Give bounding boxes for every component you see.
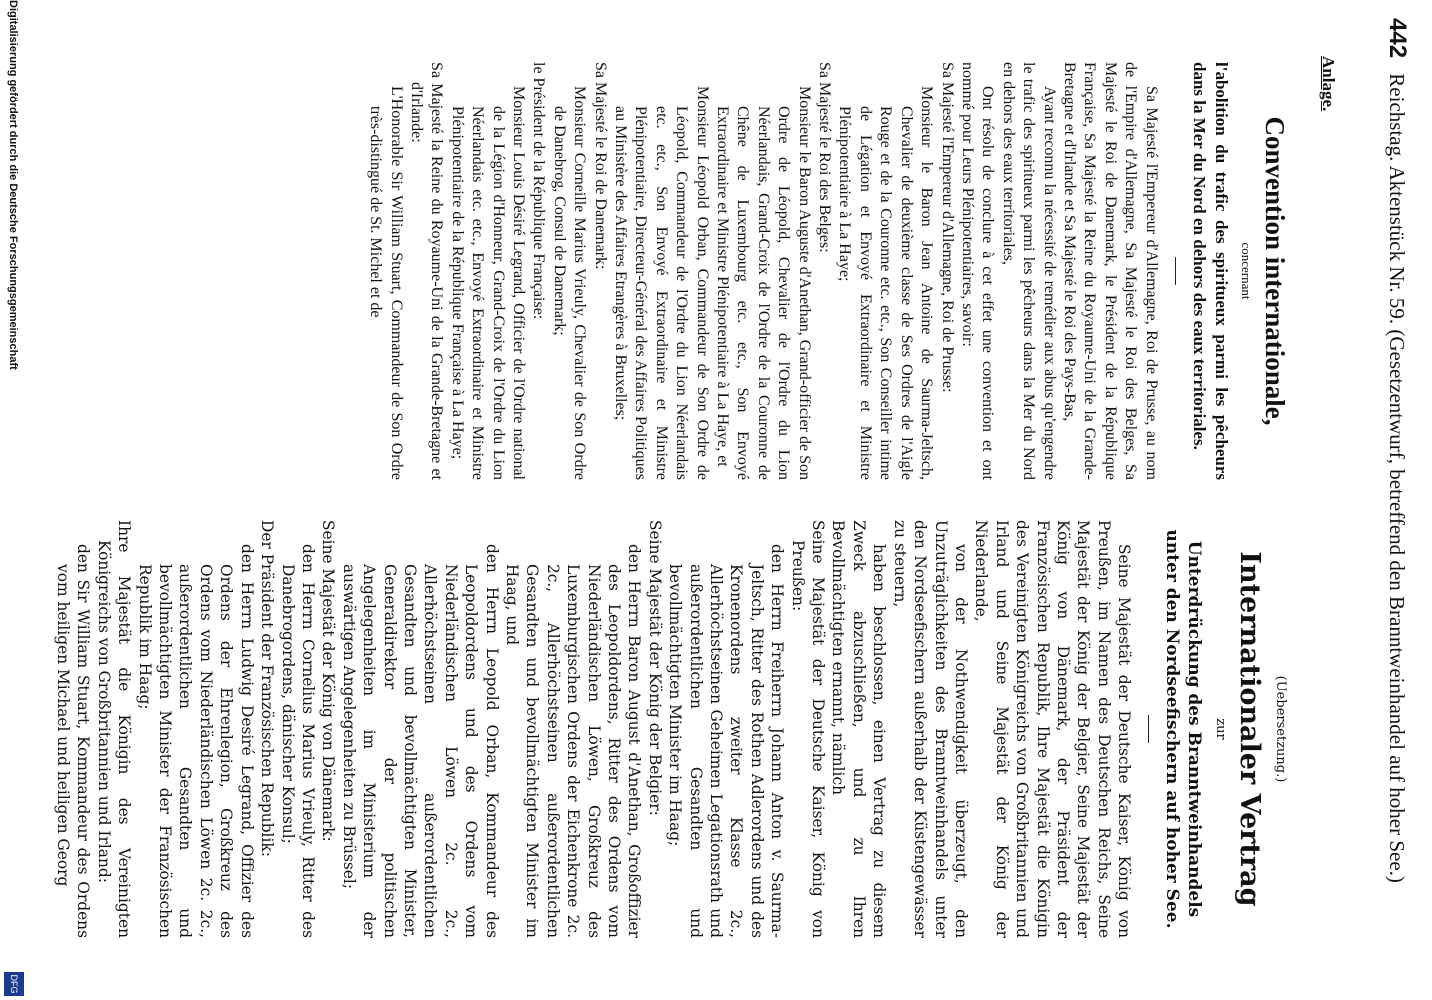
french-concernant: concernant xyxy=(1239,242,1254,300)
french-delegate: Monsieur Léopold Orban, Commandeur de Son Ordre de Léopold, Commandeur de l'Ordre du Lion Néerlandais etc. etc., Son Envoyé Extraordinaire et Ministre Plénipotentiaire, Directeur-Général des Affaires Politiques au Ministère des Affaires Etrangères à Bruxelles; xyxy=(612,86,711,480)
german-delegate: den Sir William Stuart, Kommandeur des Ordens vom heiligen Michael und heiligen Georg xyxy=(54,544,93,938)
german-party: Ihre Majestät die Königin des Vereinigten Königreichs von Großbritannien und Irland: xyxy=(94,520,134,938)
french-delegate: Monsieur le Baron Auguste d'Anethan, Grand-officier de Son Ordre de Léopold, Chevalier de l'Ordre du Lion Néerlandais, Grand-Croix de l'Ordre de la Couronne de Chêne de Luxembourg etc. etc., Son Envoyé Extraordinaire et Ministre Plénipotentiaire à La Haye, et xyxy=(714,86,813,480)
german-column xyxy=(53,520,1292,938)
german-subtitle: Unterdrückung des Branntweinhandels unter den Nordseefischern auf hoher See. xyxy=(1162,529,1205,929)
divider xyxy=(1175,257,1176,285)
german-party: Der Präsident der Französischen Republik: xyxy=(258,520,277,857)
german-paragraph: Seine Majestät der Deutsche Kaiser, König von Preußen, im Namen des Deutschen Reichs, Seine Majestät der König der Belgier, Seine Majestät der König von Dänemark, der Präsident der Französischen Republik, Ihre Majestät die Königin des Vereinigten Königreichs von Großbritannien und Irland und Seine Majestät der König der Niederlande, xyxy=(972,520,1134,938)
french-delegate: Monsieur Corneille Marius Vrieuly, Chevalier de Son Ordre de Danebrog, Consul de Danemark; xyxy=(550,86,589,480)
page-number: 442 xyxy=(1384,18,1411,59)
french-party: Sa Majesté l'Empereur d'Allemagne, Roi de Prusse: xyxy=(938,62,956,393)
german-title: Internationaler Vertrag xyxy=(1233,551,1265,907)
divider xyxy=(1148,715,1149,743)
digitization-credit xyxy=(0,0,26,1000)
credit-text: Digitalisierung gefördert durch die Deutsche Forschungsgemeinschaft xyxy=(7,0,19,370)
german-delegate: den Herrn Freiherrn Johann Anton v. Saurma-Jeltsch, Ritter des Rothen Adlerordens und des Kronenordens zweiter Klasse 2c., Allerhöchstseinen Geheimen Legationsrath und außerordentlichen Gesandten und bevollmächtigten Minister im Haag; xyxy=(666,544,787,938)
french-delegate: Monsieur Louis Désiré Legrand, Officier de l'Ordre national de la Légion d'Honneur, Grand-Croix de l'Ordre du Lion Néerlandais etc. etc., Envoyé Extraordinaire et Ministre Plénipotentiaire de la République Française à La Haye; xyxy=(448,86,527,480)
german-delegate: den Herrn Cornelius Marius Vrieuly, Ritter des Danebrogordens, dänischer Konsul; xyxy=(278,544,317,938)
german-delegate: den Herrn Leopold Orban, Kommandeur des Leopoldordens und des Ordens vom Niederländischen Löwen 2c. 2c., Allerhöchstseinen außerordentlichen Gesandten und bevollmächtigten Minister, Generaldirektor der politischen Angelegenheiten im Ministerium der auswärtigen Angelegenheiten zu Brüssel; xyxy=(339,544,501,938)
annex-label: Anlage. xyxy=(1319,56,1338,112)
german-paragraph: haben beschlossen, einen Vertrag zu diesem Zweck abzuschließen, und zu Ihren Bevollmächtigten ernannt, nämlich xyxy=(829,520,889,938)
german-delegate: den Herrn Ludwig Desiré Legrand, Offizier des Ordens der Ehrenlegion, Großkreuz des Ordens vom Niederländischen Löwen 2c. 2c., außerordentlichen Gesandten und bevollmächtigten Minister der Französischen Republik im Haag; xyxy=(135,544,256,938)
page-header xyxy=(1380,18,1414,998)
german-party: Seine Majestät der Deutsche Kaiser, König von Preußen: xyxy=(788,520,828,938)
german-party: Seine Majestät der König der Belgier: xyxy=(645,520,664,816)
french-delegate: Monsieur le Baron Jean Antoine de Saurma-Jeltsch, Chevalier de deuxième classe de Ses Ordres de l'Aigle Rouge et de la Couronne etc. etc., Son Conseiller intime de Légation et Envoyé Extraordinaire et Ministre Plénipotentiaire à La Haye; xyxy=(836,86,936,480)
french-column xyxy=(365,62,1292,480)
french-party: Sa Majesté le Roi des Belges: xyxy=(816,62,834,253)
dfg-logo: DFG xyxy=(4,972,24,996)
german-zur: zur xyxy=(1212,718,1228,740)
french-subtitle: l'abolition du trafic des spiritueux parmi les pêcheurs dans la Mer du Nord en dehors des eaux territoriales. xyxy=(1189,62,1231,480)
french-paragraph: Ayant reconnu la nécessité de remédier aux abus qu'engendre le trafic des spiritueux parmi les pêcheurs dans la Mer du Nord en dehors des eaux territoriales, xyxy=(999,62,1058,480)
german-paragraph: von der Nothwendigkeit überzeugt, den Unzuträglichkeiten des Branntweinhandels unter den Nordseefischern außerhalb der Küstengewässer zu steuern, xyxy=(890,520,970,938)
french-delegate: L'Honorable Sir William Stuart, Commandeur de Son Ordre très-distingué de St. Michel et de xyxy=(367,86,405,480)
french-paragraph: Ont résolu de conclure à cet effet une convention et ont nommé pour Leurs Plénipotentiaires, savoir: xyxy=(958,62,997,480)
french-title: Convention internationale, xyxy=(1260,116,1290,426)
french-party: Sa Majesté le Roi de Danemark: xyxy=(591,62,609,270)
running-title: Reichstag. Aktenstück Nr. 59. (Gesetzentwurf, betreffend den Branntweinhandel auf hoher See.) xyxy=(1385,73,1409,883)
french-paragraph: Sa Majesté l'Empereur d'Allemagne, Roi de Prusse, au nom de l'Empire d'Allemagne, Sa Majesté le Roi des Belges, Sa Majesté le Roi de Danemark, le Président de la République Française, Sa Majesté la Reine du Royaume-Uni de la Grande-Bretagne et d'Irlande et Sa Majesté le Roi des Pays-Bas, xyxy=(1060,62,1160,480)
german-delegate: den Herrn Baron August d'Anethan, Großoffizier des Leopoldordens, Ritter des Ordens vom Niederländischen Löwen, Großkreuz des Luxemburgischen Ordens der Eichenkrone 2c. 2c., Allerhöchstseinen außerordentlichen Gesandten und bevollmächtigten Minister im Haag, und xyxy=(503,544,644,938)
french-party: Sa Majesté la Reine du Royaume-Uni de la Grande-Bretagne et d'Irlande: xyxy=(407,62,446,480)
german-party: Seine Majestät der König von Dänemark: xyxy=(319,520,338,842)
french-party: le Président de la République Française: xyxy=(530,62,548,320)
german-translation-note: (Uebersetzung.) xyxy=(1273,675,1288,783)
